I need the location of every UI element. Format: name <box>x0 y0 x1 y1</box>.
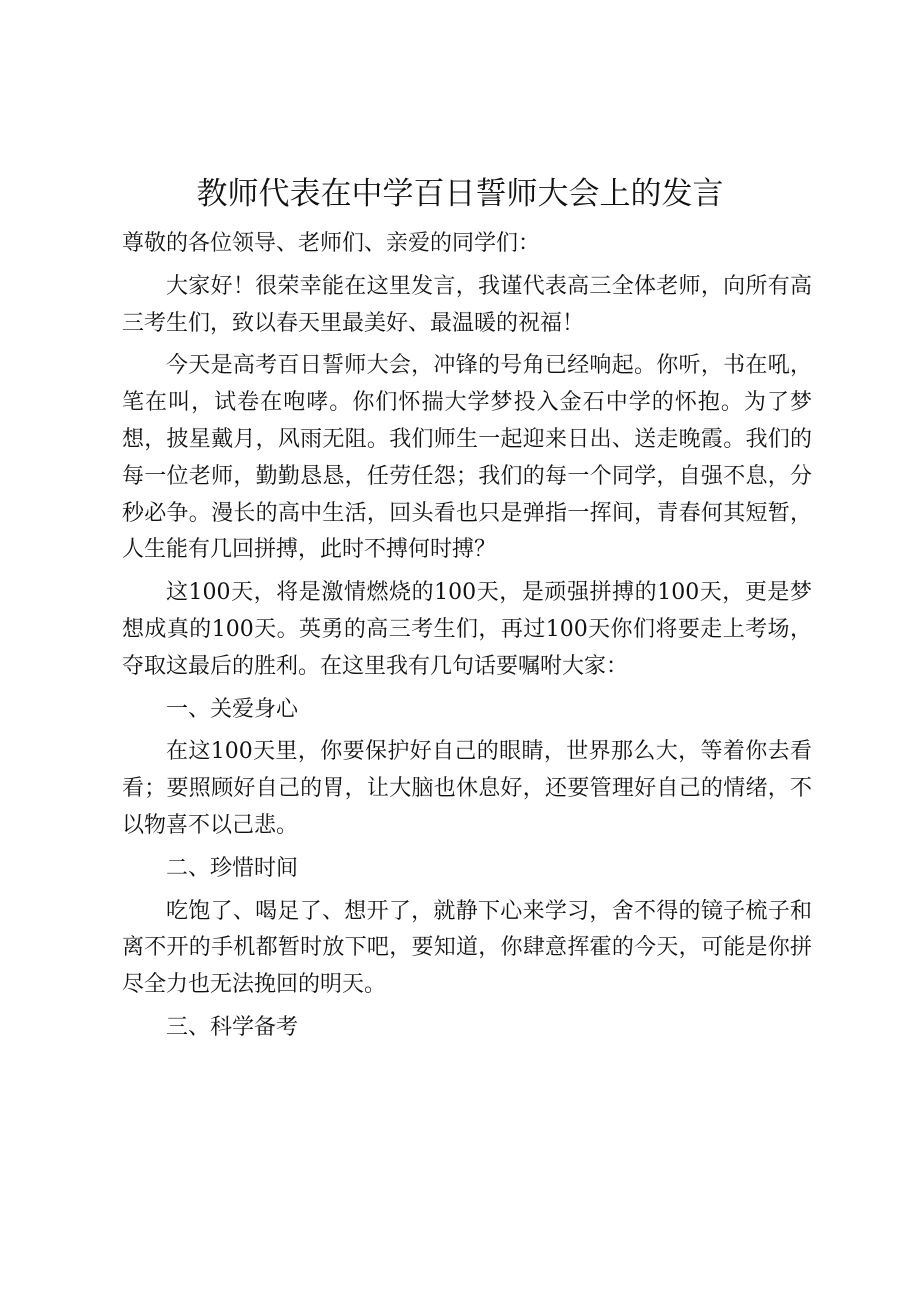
section-heading: 一、关爱身心 <box>166 696 299 722</box>
body-paragraph: 吃饱了、喝足了、想开了，就静下心来学习，舍不得的镜子梳子和离不开的手机都暂时放下吧，要知道，你肆意挥霍的今天，可能是你拼尽全力也无法挽回的明天。 <box>122 898 812 998</box>
section-heading: 三、科学备考 <box>166 1014 299 1040</box>
body-paragraph: 今天是高考百日誓师大会，冲锋的号角已经响起。你听，书在吼，笔在叫，试卷在咆哮。你们怀揣大学梦投入金石中学的怀抱。为了梦想，披星戴月，风雨无阻。我们师生一起迎来日出、送走晚霞。我们的每一位老师，勤勤恳恳，任劳任怨；我们的每一个同学，自强不息，分秒必争。漫长的高中生活，回头看也只是弹指一挥间，青春何其短暂，人生能有几回拼搏，此时不搏何时搏？ <box>122 353 812 563</box>
body-paragraph: 这100天，将是激情燃烧的100天，是顽强拼搏的100天，更是梦想成真的100天。英勇的高三考生们，再过100天你们将要走上考场，夺取这最后的胜利。在这里我有几句话要嘱咐大家： <box>122 580 812 679</box>
section-heading: 二、珍惜时间 <box>166 855 299 881</box>
body-paragraph: 在这100天里，你要保护好自己的眼睛，世界那么大，等着你去看看；要照顾好自己的胃，让大脑也休息好，还要管理好自己的情绪，不以物喜不以己悲。 <box>122 739 812 838</box>
body-paragraph: 大家好！很荣幸能在这里发言，我谨代表高三全体老师，向所有高三考生们，致以春天里最美好、最温暖的祝福！ <box>122 273 812 336</box>
document-body <box>122 226 812 1047</box>
document-title: 教师代表在中学百日誓师大会上的发言 <box>196 176 724 212</box>
salutation: 尊敬的各位领导、老师们、亲爱的同学们： <box>122 231 541 256</box>
